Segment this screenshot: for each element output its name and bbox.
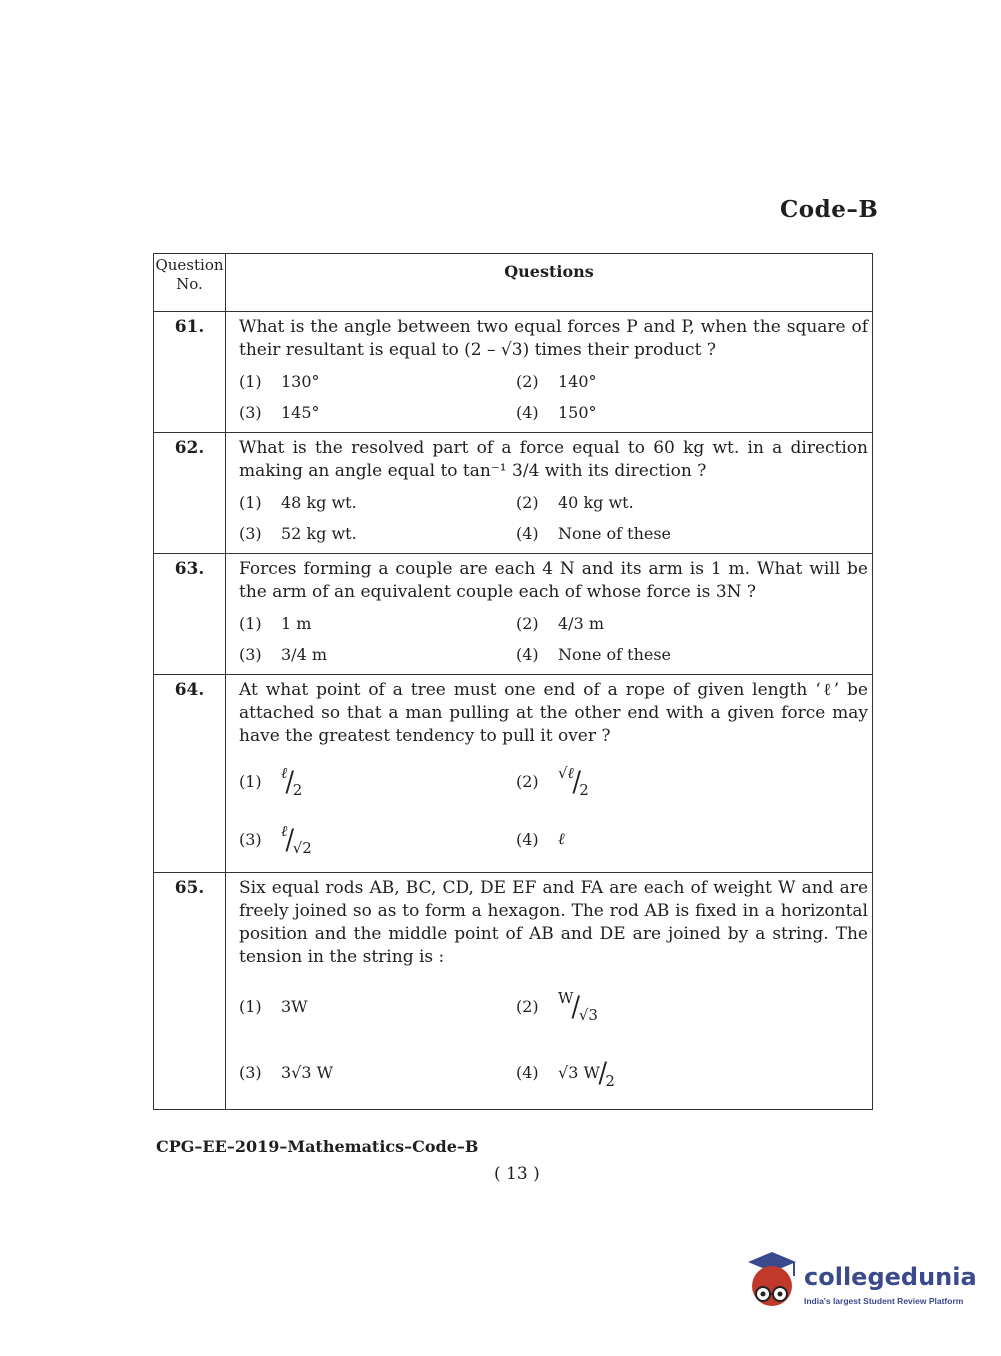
option-value: 3W xyxy=(281,996,308,1016)
question-number: 61. xyxy=(154,312,226,433)
option xyxy=(516,518,868,549)
logo-tagline: India's largest Student Review Platform xyxy=(804,1296,964,1306)
option-number: (2) xyxy=(516,493,539,512)
option-value: 40 kg wt. xyxy=(558,493,634,512)
option-number: (4) xyxy=(516,524,539,543)
fraction: ℓ / 2 xyxy=(281,763,303,799)
option-number: (4) xyxy=(516,403,539,422)
options-grid xyxy=(239,366,868,428)
option-number: (4) xyxy=(516,645,539,664)
option xyxy=(239,639,516,670)
fraction: ℓ / √2 xyxy=(281,821,312,857)
option-value: 130° xyxy=(281,372,320,391)
logo-wordmark: collegedunia xyxy=(804,1263,977,1291)
option xyxy=(239,366,516,397)
option-number: (2) xyxy=(516,614,539,633)
option-number: (2) xyxy=(516,996,539,1016)
page-number: ( 13 ) xyxy=(494,1164,540,1184)
option-number: (1) xyxy=(239,996,262,1016)
option xyxy=(516,487,868,518)
option xyxy=(516,608,868,639)
footer-paper-code: CPG–EE–2019–Mathematics–Code–B xyxy=(156,1137,479,1156)
option xyxy=(516,752,868,810)
fraction-denominator: 2 xyxy=(579,781,589,799)
option-value: 140° xyxy=(558,372,597,391)
option xyxy=(239,397,516,428)
option xyxy=(239,1039,516,1105)
option-number: (1) xyxy=(239,493,262,512)
option-number: (2) xyxy=(516,372,539,391)
fraction-numerator: ℓ xyxy=(281,763,288,782)
table-header-row xyxy=(154,254,873,312)
option-number: (1) xyxy=(239,614,262,633)
option-value: 48 kg wt. xyxy=(281,493,357,512)
question-text: What is the resolved part of a force equal to 60 kg wt. in a direction making an angle equal to tan⁻¹ 3/4 with its direction ? xyxy=(239,438,868,481)
option-value: 4/3 m xyxy=(558,614,605,633)
option-value-prefix: √3 W xyxy=(558,1062,600,1082)
fraction-denominator: 2 xyxy=(605,1072,615,1090)
option-value: None of these xyxy=(558,524,672,543)
option-number: (3) xyxy=(239,829,262,849)
options-grid xyxy=(239,608,868,670)
option xyxy=(239,487,516,518)
option-value: 3√3 W xyxy=(281,1062,334,1082)
options-grid xyxy=(239,487,868,549)
question-text: What is the angle between two equal forces P and P, when the square of their resultant is equal to (2 – √3) times their product ? xyxy=(239,317,868,360)
question-row xyxy=(154,433,873,554)
fraction-denominator: √3 xyxy=(578,1006,598,1024)
option-value: 150° xyxy=(558,403,597,422)
question-text: Six equal rods AB, BC, CD, DE EF and FA are each of weight W and are freely joined so as to form a hexagon. The rod AB is fixed in a horizontal position and the middle point of AB and DE are joined by a string. The tension in the string is : xyxy=(239,878,868,967)
option xyxy=(239,518,516,549)
option xyxy=(239,752,516,810)
paper-code: Code–B xyxy=(780,196,879,223)
option-value: None of these xyxy=(558,645,672,664)
option-number: (2) xyxy=(516,771,539,791)
option xyxy=(516,639,868,670)
option-value: 1 m xyxy=(281,614,312,633)
options-grid xyxy=(239,752,868,868)
option xyxy=(239,973,516,1039)
fraction: W / √3 xyxy=(558,989,598,1024)
option-value: 52 kg wt. xyxy=(281,524,357,543)
question-number: 65. xyxy=(154,873,226,1110)
option-value: 3/4 m xyxy=(281,645,328,664)
collegedunia-logo xyxy=(742,1248,977,1318)
option-value: ℓ xyxy=(558,829,565,848)
question-row xyxy=(154,554,873,675)
option xyxy=(516,973,868,1039)
fraction: / 2 xyxy=(598,1055,615,1090)
question-row xyxy=(154,675,873,873)
question-row xyxy=(154,873,873,1110)
option-number: (1) xyxy=(239,372,262,391)
option xyxy=(239,810,516,868)
question-no-header: Question No. xyxy=(154,254,226,312)
option-number: (3) xyxy=(239,1062,262,1082)
fraction-numerator: W xyxy=(558,989,574,1007)
question-text: At what point of a tree must one end of a rope of given length ‘ℓ’ be attached so that a man pulling at the other end with a given force may have the greatest tendency to pull it over ? xyxy=(239,680,868,746)
question-text: Forces forming a couple are each 4 N and its arm is 1 m. What will be the arm of an equivalent couple each of whose force is 3N ? xyxy=(239,559,868,602)
option-number: (4) xyxy=(516,829,539,849)
fraction-denominator: √2 xyxy=(292,839,312,857)
questions-header: Questions xyxy=(226,254,873,312)
option-number: (4) xyxy=(516,1062,539,1082)
option-value: 145° xyxy=(281,403,320,422)
question-number: 64. xyxy=(154,675,226,873)
mascot-icon xyxy=(742,1248,802,1318)
question-number: 63. xyxy=(154,554,226,675)
fraction: √ℓ / 2 xyxy=(558,763,589,799)
fraction-denominator: 2 xyxy=(292,781,303,799)
fraction-numerator: ℓ xyxy=(281,821,288,840)
option xyxy=(516,366,868,397)
option-number: (3) xyxy=(239,403,262,422)
question-row xyxy=(154,312,873,433)
option-number: (3) xyxy=(239,645,262,664)
options-grid xyxy=(239,973,868,1105)
option xyxy=(516,810,868,868)
option-number: (3) xyxy=(239,524,262,543)
option xyxy=(516,397,868,428)
fraction-numerator: √ℓ xyxy=(558,763,574,782)
option xyxy=(239,608,516,639)
option xyxy=(516,1039,868,1105)
question-number: 62. xyxy=(154,433,226,554)
option-number: (1) xyxy=(239,771,262,791)
question-table xyxy=(153,253,873,1110)
